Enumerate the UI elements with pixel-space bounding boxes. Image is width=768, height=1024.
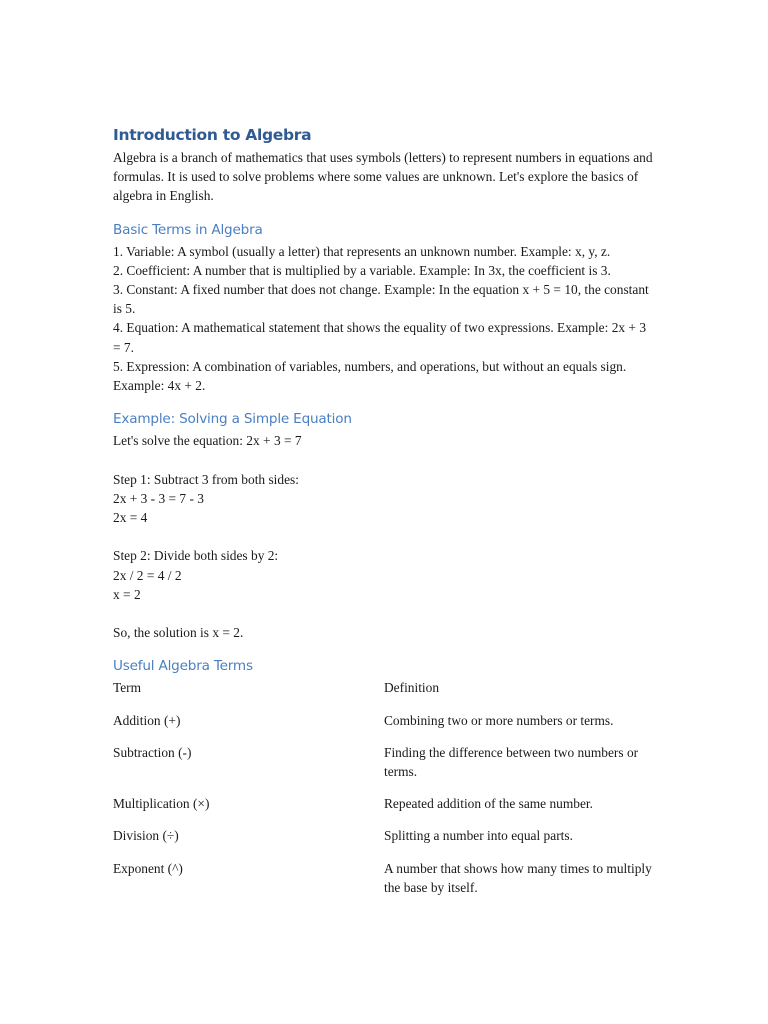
table-header-row [113, 678, 653, 710]
table-row [113, 711, 653, 743]
terms-table [113, 678, 653, 910]
table-cell-definition: Splitting a number into equal parts. [384, 828, 573, 844]
blank-line [113, 527, 653, 546]
table-row [113, 743, 653, 794]
example-conclusion: So, the solution is x = 2. [113, 625, 244, 641]
intro-title: Introduction to Algebra [113, 126, 312, 144]
table-cell-term: Multiplication (×) [113, 796, 210, 812]
table-cell-term: Exponent (^) [113, 860, 183, 876]
table-cell-definition: Repeated addition of the same number. [384, 796, 593, 812]
table-cell-term: Subtraction (-) [113, 744, 192, 760]
table-row [113, 794, 653, 826]
document-page [113, 124, 653, 910]
useful-terms-heading: Useful Algebra Terms [113, 658, 253, 675]
table-cell-definition: Finding the difference between two numbers or terms. [384, 744, 639, 780]
table-header-definition: Definition [384, 680, 440, 696]
basic-terms-heading: Basic Terms in Algebra [113, 221, 263, 238]
basic-term-expression: 5. Expression: A combination of variables, numbers, and operations, but without an equals sign. Example: 4x + 2. [113, 358, 627, 394]
table-cell-term: Division (÷) [113, 828, 179, 844]
basic-term-variable: 1. Variable: A symbol (usually a letter) that represents an unknown number. Example: x, y, z. [113, 243, 611, 259]
table-row [113, 826, 653, 858]
table-cell-term: Addition (+) [113, 712, 181, 728]
step2-line1: 2x / 2 = 4 / 2 [113, 567, 182, 583]
blank-line [113, 450, 653, 469]
intro-paragraph: Algebra is a branch of mathematics that uses symbols (letters) to represent numbers in equations and formulas. It is used to solve problems where some values are unknown. Let's explore the basics of algebra in English. [113, 150, 653, 204]
basic-term-constant: 3. Constant: A fixed number that does not change. Example: In the equation x + 5 = 10, the constant is 5. [113, 282, 649, 317]
basic-term-equation: 4. Equation: A mathematical statement that shows the equality of two expressions. Example: 2x + 3 = 7. [113, 320, 647, 355]
table-cell-definition: A number that shows how many times to multiply the base by itself. [384, 860, 652, 895]
step2-label: Step 2: Divide both sides by 2: [113, 548, 279, 564]
step1-line2: 2x = 4 [113, 510, 148, 526]
example-intro-line: Let's solve the equation: 2x + 3 = 7 [113, 433, 302, 449]
example-heading: Example: Solving a Simple Equation [113, 411, 352, 428]
blank-line [113, 604, 653, 623]
basic-term-coefficient: 2. Coefficient: A number that is multiplied by a variable. Example: In 3x, the coefficient is 3. [113, 262, 611, 278]
step1-label: Step 1: Subtract 3 from both sides: [113, 471, 299, 487]
step2-line2: x = 2 [113, 586, 141, 602]
table-row [113, 859, 653, 910]
table-cell-definition: Combining two or more numbers or terms. [384, 712, 614, 728]
step1-line1: 2x + 3 - 3 = 7 - 3 [113, 490, 204, 506]
table-header-term: Term [113, 680, 142, 696]
